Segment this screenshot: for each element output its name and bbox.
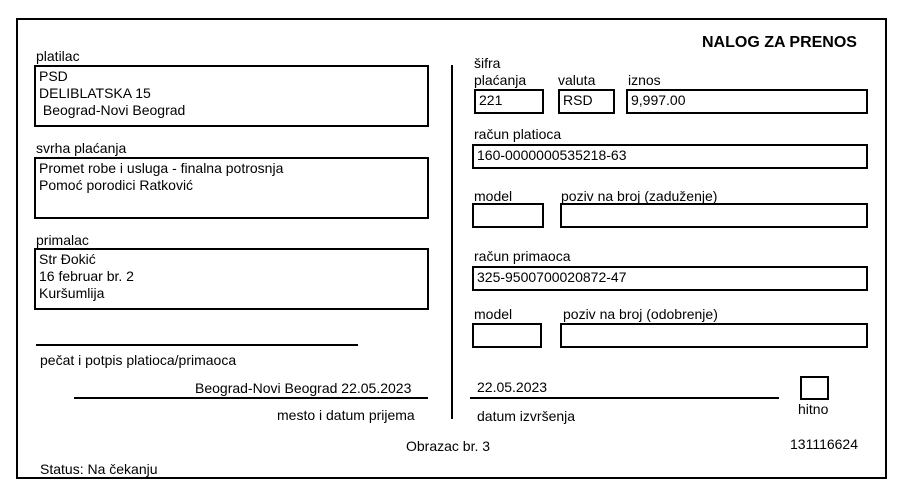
currency-label: valuta (558, 72, 596, 88)
payer-line-2: DELIBLATSKA 15 (39, 85, 151, 101)
payment-code-field[interactable]: 221 (474, 89, 544, 114)
signature-line (36, 344, 358, 346)
form-title: NALOG ZA PRENOS (702, 34, 857, 51)
place-date-line (74, 397, 428, 399)
urgent-label: hitno (798, 401, 829, 417)
credit-reference-label: poziv na broj (odobrenje) (563, 306, 718, 322)
recipient-label: primalac (36, 232, 89, 248)
payer-line-1: PSD (39, 68, 68, 84)
debit-model-field[interactable] (472, 203, 544, 228)
recipient-line-2: 16 februar br. 2 (39, 268, 134, 284)
payer-account-field[interactable]: 160-0000000535218-63 (472, 144, 868, 169)
execution-date-label: datum izvršenja (477, 408, 576, 424)
payer-box (34, 65, 429, 127)
credit-model-field[interactable] (472, 323, 542, 348)
recipient-box (34, 248, 429, 310)
recipient-account-field[interactable]: 325-9500700020872-47 (472, 266, 868, 291)
execution-date-line (470, 397, 779, 399)
place-date-value: Beograd-Novi Beograd 22.05.2023 (195, 380, 412, 396)
recipient-account-label: račun primaoca (474, 248, 571, 264)
purpose-label: svrha plaćanja (36, 140, 127, 156)
debit-model-label: model (474, 188, 513, 204)
purpose-box (34, 157, 429, 219)
center-divider (451, 65, 453, 419)
amount-label: iznos (628, 72, 661, 88)
purpose-line-1: Promet robe i usluga - finalna potrosnja (39, 160, 284, 176)
credit-reference-field[interactable] (560, 323, 868, 348)
stamp-label: pečat i potpis platioca/primaoca (40, 352, 237, 368)
debit-reference-label: poziv na broj (zaduženje) (561, 188, 718, 204)
recipient-line-3: Kuršumlija (39, 285, 105, 301)
purpose-line-2: Pomoć porodici Ratković (39, 177, 194, 193)
amount-field[interactable]: 9,997.00 (626, 89, 868, 114)
debit-reference-field[interactable] (560, 203, 868, 228)
currency-field[interactable]: RSD (558, 89, 615, 114)
payer-account-label: račun platioca (474, 126, 562, 142)
payer-label: platilac (36, 48, 80, 64)
payer-line-3: Beograd-Novi Beograd (39, 102, 186, 118)
payment-code-label-line2: plaćanja (474, 72, 527, 88)
document-number: 131116624 (790, 436, 858, 452)
form-number: Obrazac br. 3 (406, 438, 491, 454)
place-date-label: mesto i datum prijema (277, 407, 415, 423)
execution-date-value: 22.05.2023 (477, 379, 548, 395)
payment-code-label-line1: šifra (474, 55, 501, 71)
credit-model-label: model (474, 306, 513, 322)
recipient-line-1: Str Đokić (39, 251, 96, 267)
status-text: Status: Na čekanju (40, 461, 158, 477)
urgent-checkbox[interactable] (800, 376, 829, 400)
